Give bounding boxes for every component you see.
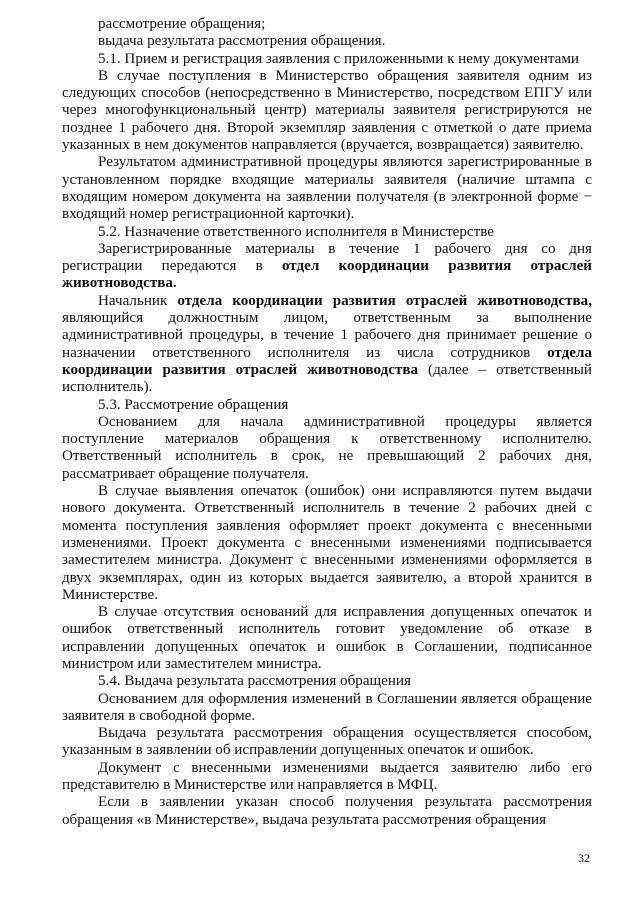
- paragraph: В случае отсутствия оснований для исправления допущенных опечаток и ошибок ответственный исполнитель готовит уведомление об отказе в исправлении допущенных опечаток и ошибок в Соглашении, подписанное министром или заместителем министра.: [62, 604, 592, 672]
- section-heading-5-1: 5.1. Прием и регистрация заявления с приложенными к нему документами: [98, 50, 579, 67]
- paragraph: выдача результата рассмотрения обращения.: [98, 33, 386, 50]
- paragraph: Если в заявлении указан способ получения результата рассмотрения обращения «в Министерстве», выдача результата рассмотрения обращения: [62, 794, 592, 828]
- paragraph: [62, 241, 592, 293]
- document-body: [62, 16, 592, 829]
- paragraph-text: (далее – ответственный исполнитель).: [62, 361, 592, 396]
- page-number: 32: [578, 851, 590, 865]
- paragraph: В случае поступления в Министерство обращения заявителя одним из следующих способов (непосредственно в Министерство, посредством ЕПГУ или через многофункциональный центр) материалы заявителя регистрируются не позднее 1 рабочего дня. Второй экземпляр заявления с отметкой о дате приема указанных в нем документов направляется (вручается, возвращается) заявителю.: [62, 67, 592, 154]
- paragraph: рассмотрение обращения;: [98, 16, 266, 32]
- department-name-bold: отдела координации развития отраслей животноводства: [62, 344, 592, 378]
- section-heading-5-4: 5.4. Выдача результата рассмотрения обращения: [98, 673, 411, 690]
- paragraph: Основанием для оформления изменений в Соглашении является обращение заявителя в свободной форме.: [62, 690, 592, 724]
- paragraph: Документ с внесенными изменениями выдается заявителю либо его представителю в Министерстве или направляется в МФЦ.: [62, 759, 592, 794]
- paragraph: Выдача результата рассмотрения обращения осуществляется способом, указанным в заявлении об исправлении допущенных опечаток и ошибок.: [62, 725, 592, 759]
- section-heading-5-2: 5.2. Назначение ответственного исполнителя в Министерстве: [98, 223, 494, 240]
- department-name-bold: отдела координации развития отраслей животноводства,: [177, 292, 592, 309]
- paragraph-text: являющийся должностным лицом, ответственным за выполнение административной процедуры, в течение 1 рабочего дня принимает решение о назначении ответственного исполнителя из числа сотрудников: [62, 310, 592, 361]
- paragraph: [62, 293, 592, 397]
- paragraph: В случае выявления опечаток (ошибок) они исправляются путем выдачи нового документа. Ответственный исполнитель в течение 2 рабочих дней с момента поступления заявления оформляет проект документа с внесенными изменениями. Проект документа с внесенными изменениями подписывается заместителем министра. Документ с внесенными изменениями оформляется в двух экземплярах, один из которых выдается заявителю, а второй хранится в Министерстве.: [62, 483, 592, 603]
- section-heading-5-3: 5.3. Рассмотрение обращения: [98, 396, 289, 413]
- paragraph: Основанием для начала административной процедуры является поступление материалов обращения к ответственному исполнителю. Ответственный исполнитель в срок, не превышающий 2 рабочих дня, рассматривает обращение получателя.: [62, 413, 592, 482]
- paragraph-text: Начальник: [98, 292, 178, 309]
- paragraph-text: Зарегистрированные материалы в течение 1 рабочего дня со дня регистрации передаются в: [62, 240, 592, 275]
- department-name-bold: отдел координации развития отраслей животноводства.: [62, 258, 592, 292]
- paragraph: Результатом административной процедуры являются зарегистрированные в установленном порядке входящие материалы заявителя (наличие штампа с входящим номером документа на заявлении получателя (в электронной форме − входящий номер регистрационной карточки).: [62, 154, 592, 223]
